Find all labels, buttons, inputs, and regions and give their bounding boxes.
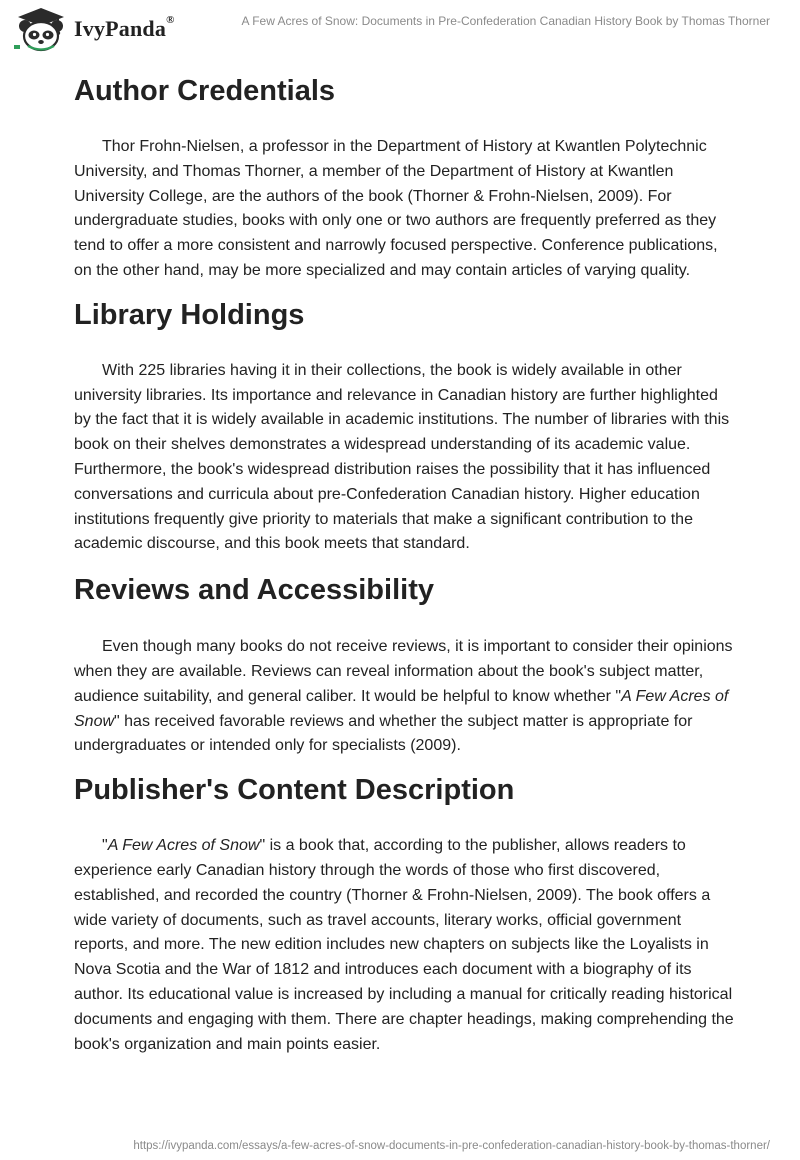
section-heading-author-credentials: Author Credentials [74,75,336,107]
paragraph-text: " is a book that, according to the publisher, allows readers to experience early Canadian history through the words of those who first discovered, established, and recorded the country (Thorner & Frohn-Nielsen, 2009). The book offers a wide variety of documents, such as travel accounts, literary works, official government reports, and more. The new edition includes new chapters on subjects like the Loyalists in Nova Scotia and the War of 1812 and introduces each document with a biography of its author. Its educational value is increased by including a manual for critically reading historical documents and engaging with them. There are chapter headings, making comprehending the book's organization and main points easier. [74,837,734,1053]
document-title: A Few Acres of Snow: Documents in Pre-Confederation Canadian History Book by Thomas Thorner [241,14,770,28]
section-heading-reviews-accessibility: Reviews and Accessibility [74,574,434,607]
section-paragraph-author-credentials: Thor Frohn-Nielsen, a professor in the Department of History at Kwantlen Polytechnic University, and Thomas Thorner, a member of the Department of History at Kwantlen University College, are the authors of the book (Thorner & Frohn-Nielsen, 2009). For undergraduate studies, books with only one or two authors are frequently preferred as they tend to offer a more consistent and narrowly focused perspective. Conference publications, on the other hand, may be more specialized and may contain articles of varying quality. [74,138,718,279]
book-title-italic: A Few Acres of Snow [74,687,729,730]
page-header [0,0,800,56]
source-url[interactable]: https://ivypanda.com/essays/a-few-acres-of-snow-documents-in-pre-confederation-canadian-history-book-by-thomas-thorner/ [133,1140,770,1152]
paragraph-text: " [102,837,108,855]
panda-graduate-icon [14,6,68,52]
brand-name-text: IvyPanda [74,16,167,41]
paragraph-text: Even though many books do not receive reviews, it is important to consider their opinions when they are available. Reviews can reveal information about the book's subject matter, audience suitability, and general caliber. It would be helpful to know whether " [74,638,733,705]
paragraph-text: " has received favorable reviews and whether the subject matter is appropriate for undergraduates or intended only for specialists (2009). [74,712,693,755]
registered-mark: ® [166,14,175,26]
ivypanda-logo[interactable] [14,6,175,52]
book-title-italic: A Few Acres of Snow [107,837,260,855]
brand-name [74,16,175,42]
section-paragraph-publisher-description [74,834,734,1057]
section-heading-library-holdings: Library Holdings [74,298,305,331]
section-paragraph-reviews-accessibility [74,635,734,759]
section-paragraph-library-holdings: With 225 libraries having it in their collections, the book is widely available in other university libraries. Its importance and relevance in Canadian history are further highlighted by the fact that it is widely available in academic institutions. The number of libraries with this book on their shelves demonstrates a widespread understanding of its academic value. Furthermore, the book's widespread distribution raises the possibility that it has influenced conversations and curricula about pre-Confederation Canadian history. Higher education institutions frequently give priority to materials that make a significant contribution to the academic discourse, and this book meets that standard. [74,361,730,553]
section-heading-publisher-description: Publisher's Content Description [74,774,515,807]
article-body [74,70,734,1057]
